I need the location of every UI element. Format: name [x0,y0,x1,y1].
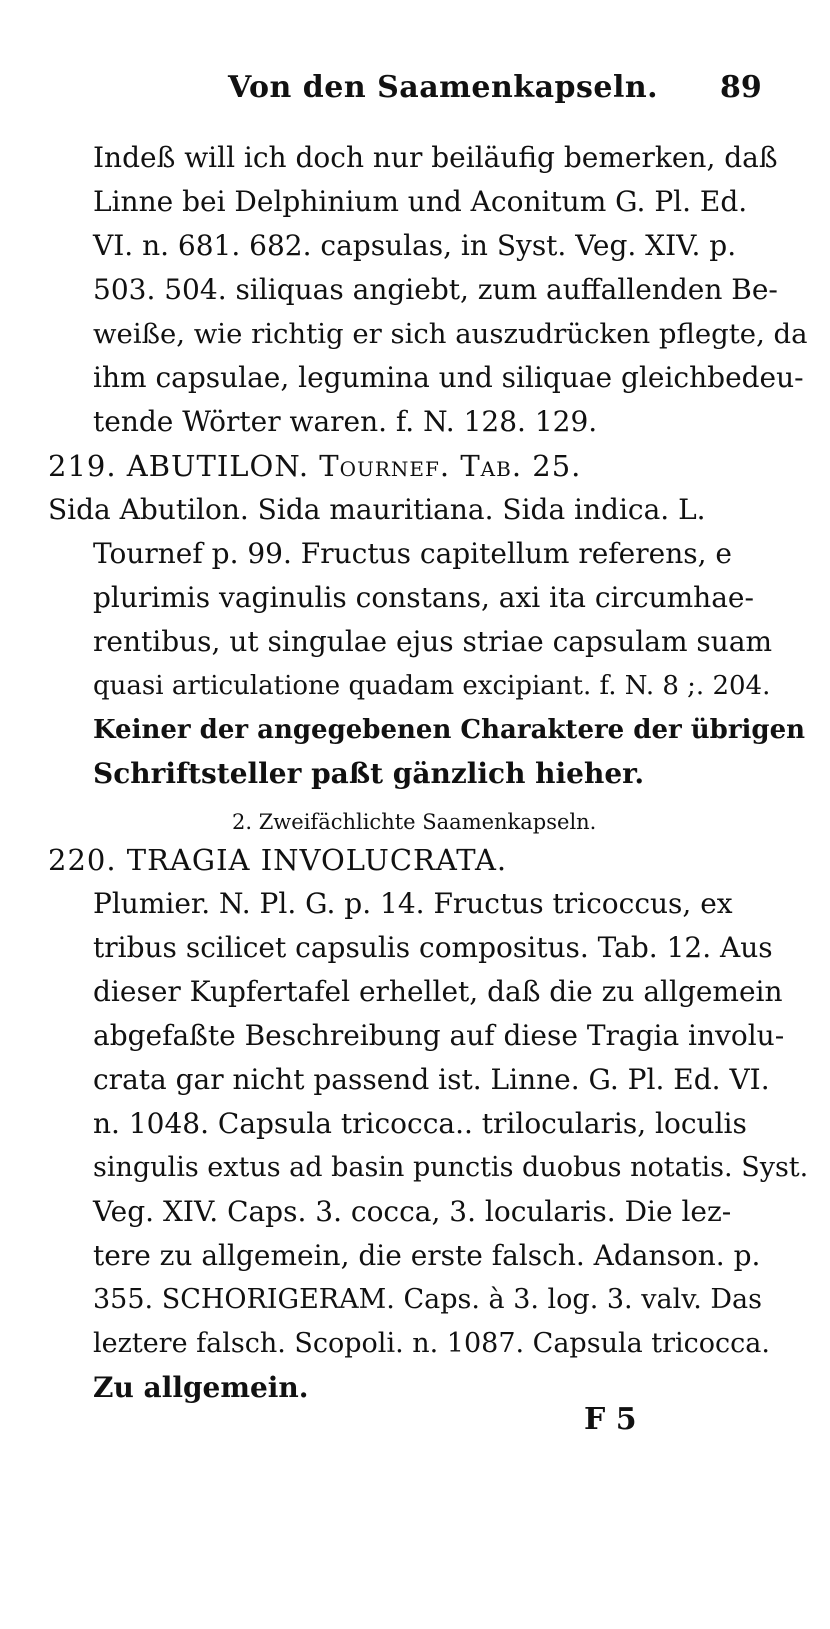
text-line: Keiner der angegebenen Charaktere der übrigen [93,715,806,745]
page-number: 89 [720,70,762,105]
text-line: leztere falsch. Scopoli. n. 1087. Capsula tricocca. [93,1328,770,1359]
text-line: n. 1048. Capsula tricocca.. trilocularis, loculis [93,1107,747,1140]
running-header [0,64,830,112]
header-title: Von den Saamenkapseln. [228,70,659,105]
text-line: VI. n. 681. 682. capsulas, in Syst. Veg. XIV. p. [93,229,737,262]
text-line: Linne bei Delphinium und Aconitum G. Pl. Ed. [93,185,748,218]
text-line: rentibus, ut singulae ejus striae capsulam suam [93,625,773,658]
text-line: Indeß will ich doch nur beiläufig bemerken, daß [93,141,778,174]
text-line: singulis extus ad basin punctis duobus notatis. Syst. [93,1152,809,1183]
text-line: plurimis vaginulis constans, axi ita circumhae- [93,581,754,614]
text-line: tende Wörter waren. f. N. 128. 129. [93,405,598,438]
text-line: 503. 504. siliquas angiebt, zum auffallenden Be- [93,273,778,306]
entry-heading-abutilon: 219. ABUTILON. Tournef. Tab. 25. [48,449,582,483]
text-line: Plumier. N. Pl. G. p. 14. Fructus tricoccus, ex [93,887,733,920]
section-subheading: 2. Zweifächlichte Saamenkapseln. [232,810,597,834]
printer-signature: F 5 [584,1402,637,1437]
text-line: Zu allgemein. [93,1371,309,1404]
text-line: 355. SCHORIGERAM. Caps. à 3. log. 3. valv. Das [93,1284,763,1315]
text-line: ihm capsulae, legumina und siliquae gleichbedeu- [93,361,804,394]
text-line: tere zu allgemein, die erste falsch. Adanson. p. [93,1239,761,1272]
text-line: Schriftsteller paßt gänzlich hieher. [93,757,645,790]
text-line: Tournef p. 99. Fructus capitellum referens, e [93,537,732,570]
text-line: tribus scilicet capsulis compositus. Tab. 12. Aus [93,931,773,964]
text-line: Sida Abutilon. Sida mauritiana. Sida indica. L. [48,493,706,526]
text-line: quasi articulatione quadam excipiant. f. N. 8 ;. 204. [93,671,771,701]
text-line: weiße, wie richtig er sich auszudrücken pflegte, da [93,318,808,350]
entry-heading-tragia: 220. TRAGIA INVOLUCRATA. [48,843,508,877]
text-line: Veg. XIV. Caps. 3. cocca, 3. locularis. Die lez- [93,1195,732,1228]
text-line: crata gar nicht passend ist. Linne. G. Pl. Ed. VI. [93,1063,770,1096]
text-line: abgefaßte Beschreibung auf diese Tragia involu- [93,1019,785,1052]
text-line: dieser Kupfertafel erhellet, daß die zu allgemein [93,975,783,1008]
